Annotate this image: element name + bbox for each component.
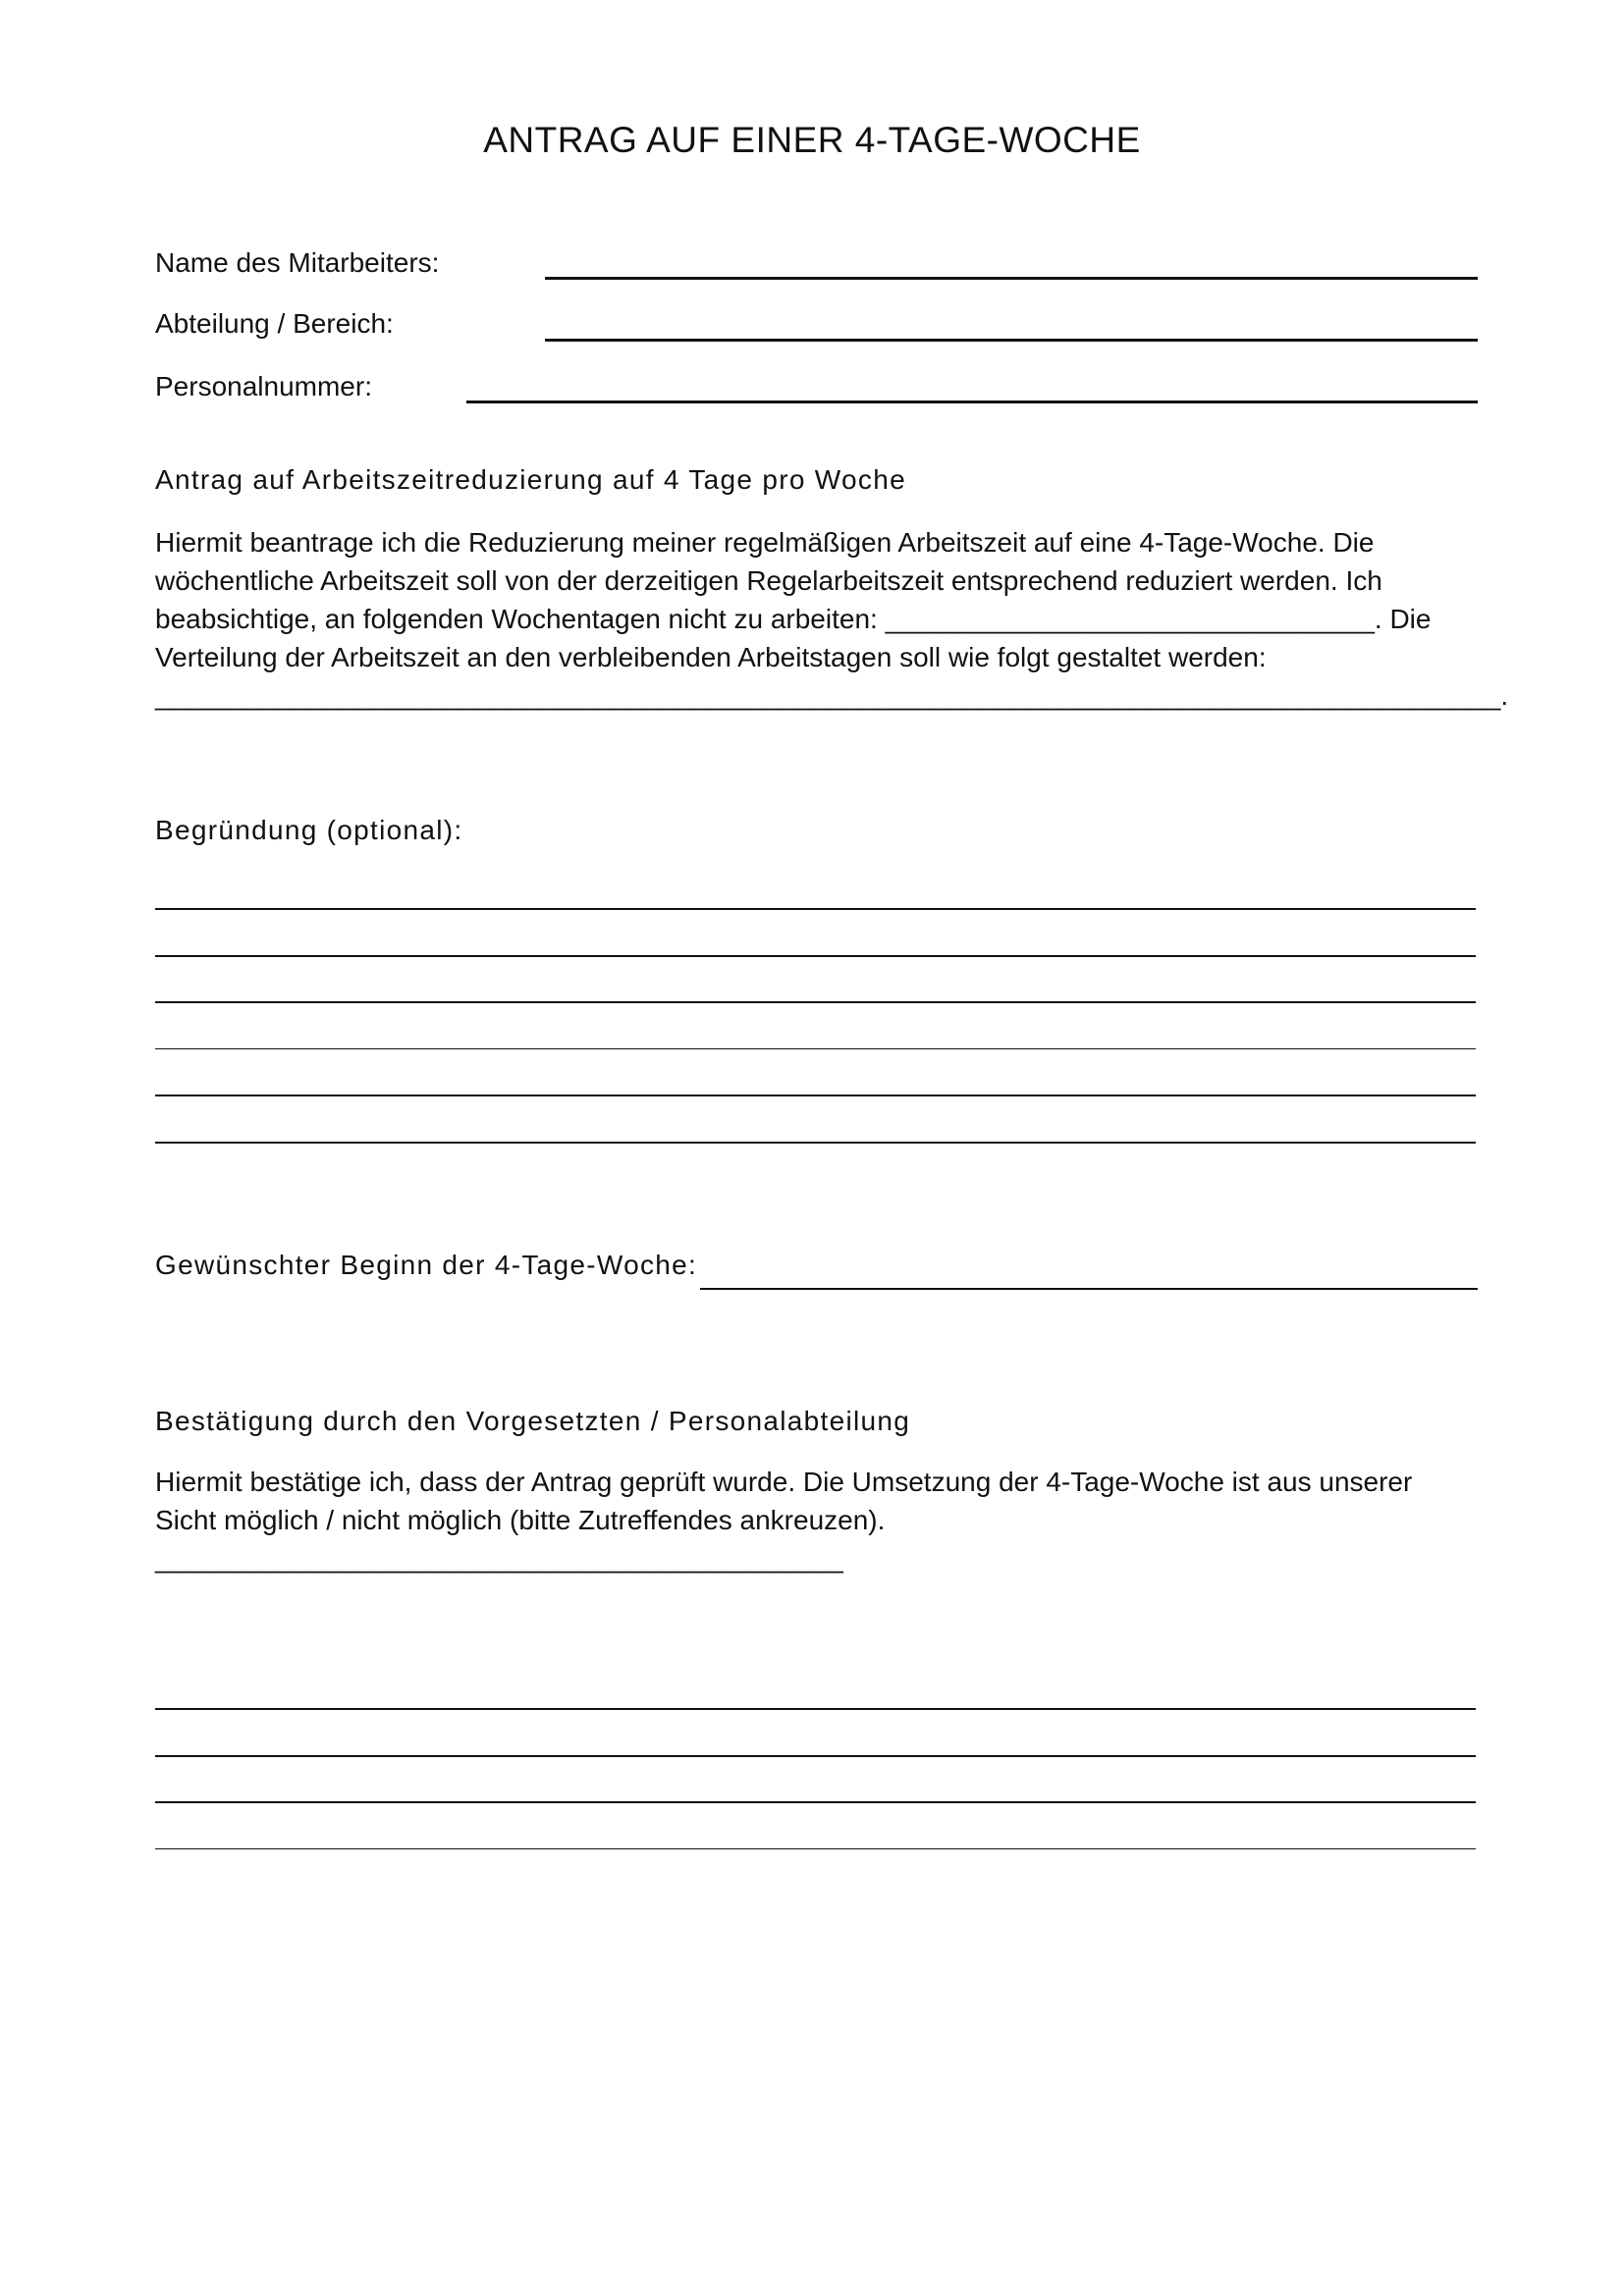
request-line: Verteilung der Arbeitszeit an den verbleibenden Arbeitstagen soll wie folgt gestaltet werden: [155,642,1267,672]
confirmation-signature-line: _____________________________________________ [155,1543,843,1574]
employee-name-line[interactable] [545,277,1478,280]
reason-line[interactable] [155,955,1476,957]
confirmation-paragraph [155,1463,1481,1577]
reason-line[interactable] [155,1048,1476,1049]
reason-label: Begründung (optional): [155,815,463,845]
reason-line[interactable] [155,908,1476,910]
request-line: wöchentliche Arbeitszeit soll von der derzeitigen Regelarbeitszeit entsprechend reduziert werden. Ich [155,565,1382,596]
request-paragraph [155,523,1509,715]
reason-line[interactable] [155,1095,1476,1096]
request-line: beabsichtige, an folgenden Wochentagen nicht zu arbeiten: ________________________________. Die [155,604,1432,634]
reason-line[interactable] [155,1142,1476,1144]
confirmation-line: Hiermit bestätige ich, dass der Antrag geprüft wurde. Die Umsetzung der 4-Tage-Woche ist aus unserer [155,1467,1413,1497]
confirmation-line: Sicht möglich / nicht möglich (bitte Zutreffendes ankreuzen). [155,1505,886,1535]
personnel-number-line[interactable] [466,400,1478,403]
confirmation-line-blank[interactable] [155,1755,1476,1757]
start-date-line[interactable] [700,1288,1478,1290]
request-line: Hiermit beantrage ich die Reduzierung meiner regelmäßigen Arbeitszeit auf eine 4-Tage-Woche. Die [155,527,1375,558]
start-date-label: Gewünschter Beginn der 4-Tage-Woche: [155,1250,698,1280]
confirmation-heading: Bestätigung durch den Vorgesetzten / Personalabteilung [155,1406,911,1436]
employee-name-label: Name des Mitarbeiters: [155,247,440,278]
confirmation-line-blank[interactable] [155,1708,1476,1710]
request-line: ________________________________________________________________________________________. [155,680,1509,711]
request-heading: Antrag auf Arbeitszeitreduzierung auf 4 Tage pro Woche [155,464,906,495]
personnel-number-label: Personalnummer: [155,371,372,401]
confirmation-line-blank[interactable] [155,1801,1476,1803]
department-line[interactable] [545,339,1478,342]
document-title: ANTRAG AUF EINER 4-TAGE-WOCHE [483,120,1141,160]
reason-line[interactable] [155,1001,1476,1003]
confirmation-line-blank[interactable] [155,1848,1476,1849]
department-label: Abteilung / Bereich: [155,308,394,339]
